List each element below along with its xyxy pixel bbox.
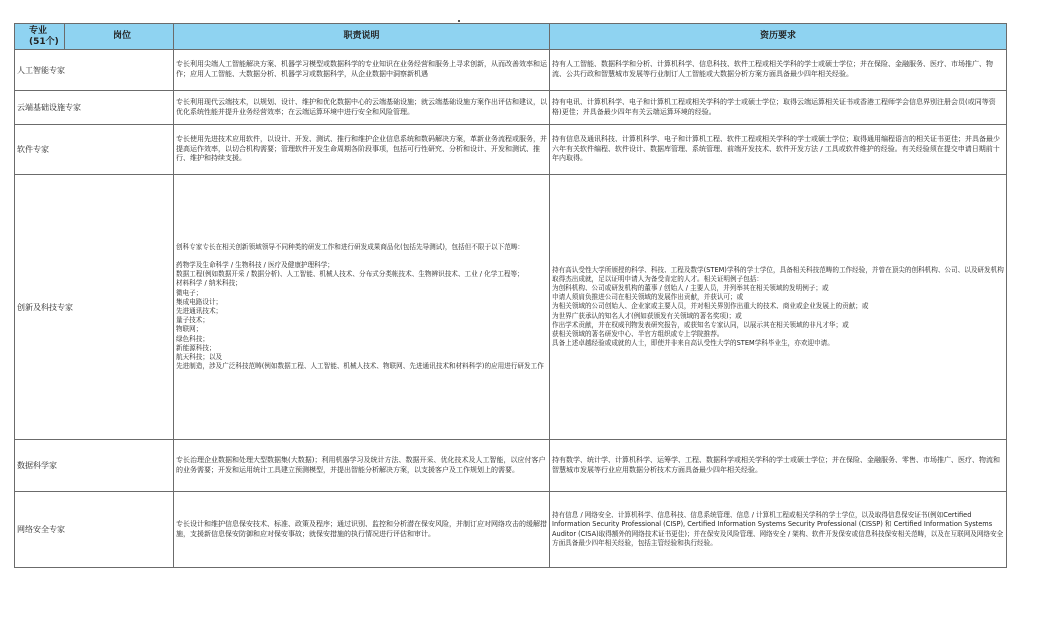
duties-cell: 专长利用尖端人工智能解决方案、机器学习模型或数据科学的专业知识在业务经营和服务上寻求创新，从而改善效率和运作；应用人工智能、大数据分析、机器学习或数据科学，从企业数据中洞察新机遇 — [174, 50, 550, 91]
talent-list-table — [14, 23, 1007, 568]
role-cell: 云端基础设施专家 — [15, 91, 174, 125]
table-row — [15, 492, 1007, 568]
role-cell: 网络安全专家 — [15, 492, 174, 568]
requirements-cell: 持有信息 / 网络安全、计算机科学、信息科技、信息系统管理、信息 / 计算机工程或相关学科的学士学位，以及取得信息保安证书(例如Certified Information Security Professional (CISP), Certified Information Systems Security Professional (CISSP) 和 Certified Information Systems Auditor (CISA)取得额外的网络技术证书更佳)；并在保安及风险管理、网络安全 / 架构、软件开发保安或信息科技保安相关范畴，以及在互联网及网络安全方面具备最少四年相关经验，包括主管经验和执行经验。 — [550, 492, 1007, 568]
role-cell: 创新及科技专家 — [15, 175, 174, 440]
table-row — [15, 175, 1007, 440]
duties-cell: 创科专家专长在相关创新领域领导不同种类的研发工作和进行研发成果商品化(包括先导测试)，包括但不限于以下范畴： 药物学及生命科学 / 生物科技 / 医疗及健康护理科学； 数据工程(例如数据开采 / 数据分析)、人工智能、机械人技术、分布式分类帐技术、生物辨识技术、工业 / 化学工程等； 材料科学 / 纳米科技； 微电子； 集成电路设计； 先进通讯技术； 量子技术； 物联网； 绿色科技； 新能源科技； 航天科技；以及 先进制造，涉及广泛科技范畴(例如数据工程、人工智能、机械人技术、物联网、先进通讯技术和材料科学)的应用进行研发工作 — [174, 175, 550, 440]
duties-cell: 专长治理企业数据和处理大型数据集(大数据)；利用机器学习及统计方法、数据开采、优化技术及人工智能，以应付客户的业务需要；开发和运用统计工具建立预测模型，并提出智能分析解决方案，以支援客户及工作规划上的需要。 — [174, 440, 550, 492]
header-major: 专业 (51个) — [15, 24, 65, 50]
table-row — [15, 50, 1007, 91]
header-duties: 职责说明 — [174, 24, 550, 50]
stray-mark — [458, 20, 460, 22]
requirements-cell: 持有电讯、计算机科学、电子和计算机工程或相关学科的学士或硕士学位；取得云端运算相关证书或香港工程师学会信息界别注册会员(或同等资格)更佳；并具备最少四年有关云端运算环境的经验。 — [550, 91, 1007, 125]
duties-cell: 专长设计和维护信息保安技术、标准、政策及程序；通过识别、监控和分析潜在保安风险，并制订应对网络攻击的缓解措施，支援新信息保安防御和应对保安事故；就保安措施的执行情况进行评估和审计。 — [174, 492, 550, 568]
requirements-cell: 持有人工智能、数据科学和分析、计算机科学、信息科技、软件工程或相关学科的学士或硕士学位；并在保险、金融服务、医疗、市场推广、物流、公共行政和智慧城市发展等行业制订人工智能或大数据分析方案方面具备最少四年相关经验。 — [550, 50, 1007, 91]
header-requirements: 资历要求 — [550, 24, 1007, 50]
duties-cell: 专长利用现代云端技术，以规划、设计、维护和优化数据中心的云端基础设施；就云端基础设施方案作出评估和建议，以优化系统性能并提升业务经营效率；在云端运算环境中进行安全和风险管理。 — [174, 91, 550, 125]
requirements-cell: 持有信息及通讯科技、计算机科学、电子和计算机工程、软件工程或相关学科的学士或硕士学位；取得通用编程语言的相关证书更佳；并具备最少六年有关软件编程、软件设计、数据库管理、系统管理、前端开发技术、软件开发方法 / 工具或软件维护的经验。有关经验须在提交申请日期前十年内取得。 — [550, 125, 1007, 175]
role-cell: 人工智能专家 — [15, 50, 174, 91]
role-cell: 数据科学家 — [15, 440, 174, 492]
role-cell: 软件专家 — [15, 125, 174, 175]
requirements-cell: 持有数学、统计学、计算机科学、运筹学、工程、数据科学或相关学科的学士或硕士学位；并在保险、金融服务、零售、市场推广、医疗、物流和智慧城市发展等行业应用数据分析技术方面具备最少四年相关经验。 — [550, 440, 1007, 492]
duties-cell: 专长使用先进技术应用软件，以设计、开发、测试、推行和维护企业信息系统和数码解决方案，革新业务流程或服务，并提高运作效率，以切合机构需要；管理软件开发生命周期各阶段事项，包括可行性研究、分析和设计、开发和测试、推行、维护和持续支援。 — [174, 125, 550, 175]
table-row — [15, 91, 1007, 125]
header-position: 岗位 — [65, 24, 174, 50]
table-row — [15, 125, 1007, 175]
table-row — [15, 440, 1007, 492]
requirements-cell: 持有高认受性大学所颁授的科学、科技、工程及数学(STEM)学科的学士学位，具备相关科技范畴的工作经验，并曾在顶尖的创科机构、公司、以及研发机构取得杰出成就，足以证明申请人为备受肯定的人才。相关证明例子包括： 为创科机构、公司或研发机构的董事 / 创始人 / 主要人员，并列举其在相关领域的发明例子；或 申请人须肩负推进公司在相关领域的发展作出贡献，并获认可；或 为相关领域的公司创始人、企业家或主要人员，并对相关界别作出重大的技术、商业或企业发展上的贡献；或 为世界广获承认的知名人才(例如获颁发有关领域的著名奖项)；或 作出学术贡献，并在权威刊物发表研究报告，或获知名专家认同，以展示其在相关领域的非凡才华；或 获相关领域的著名研发中心、半官方组织或专上学院推荐。 具备上述卓越经验或成就的人士，即使并非来自高认受性大学的STEM学科毕业生，亦欢迎申请。 — [550, 175, 1007, 440]
header-row — [15, 24, 1007, 50]
